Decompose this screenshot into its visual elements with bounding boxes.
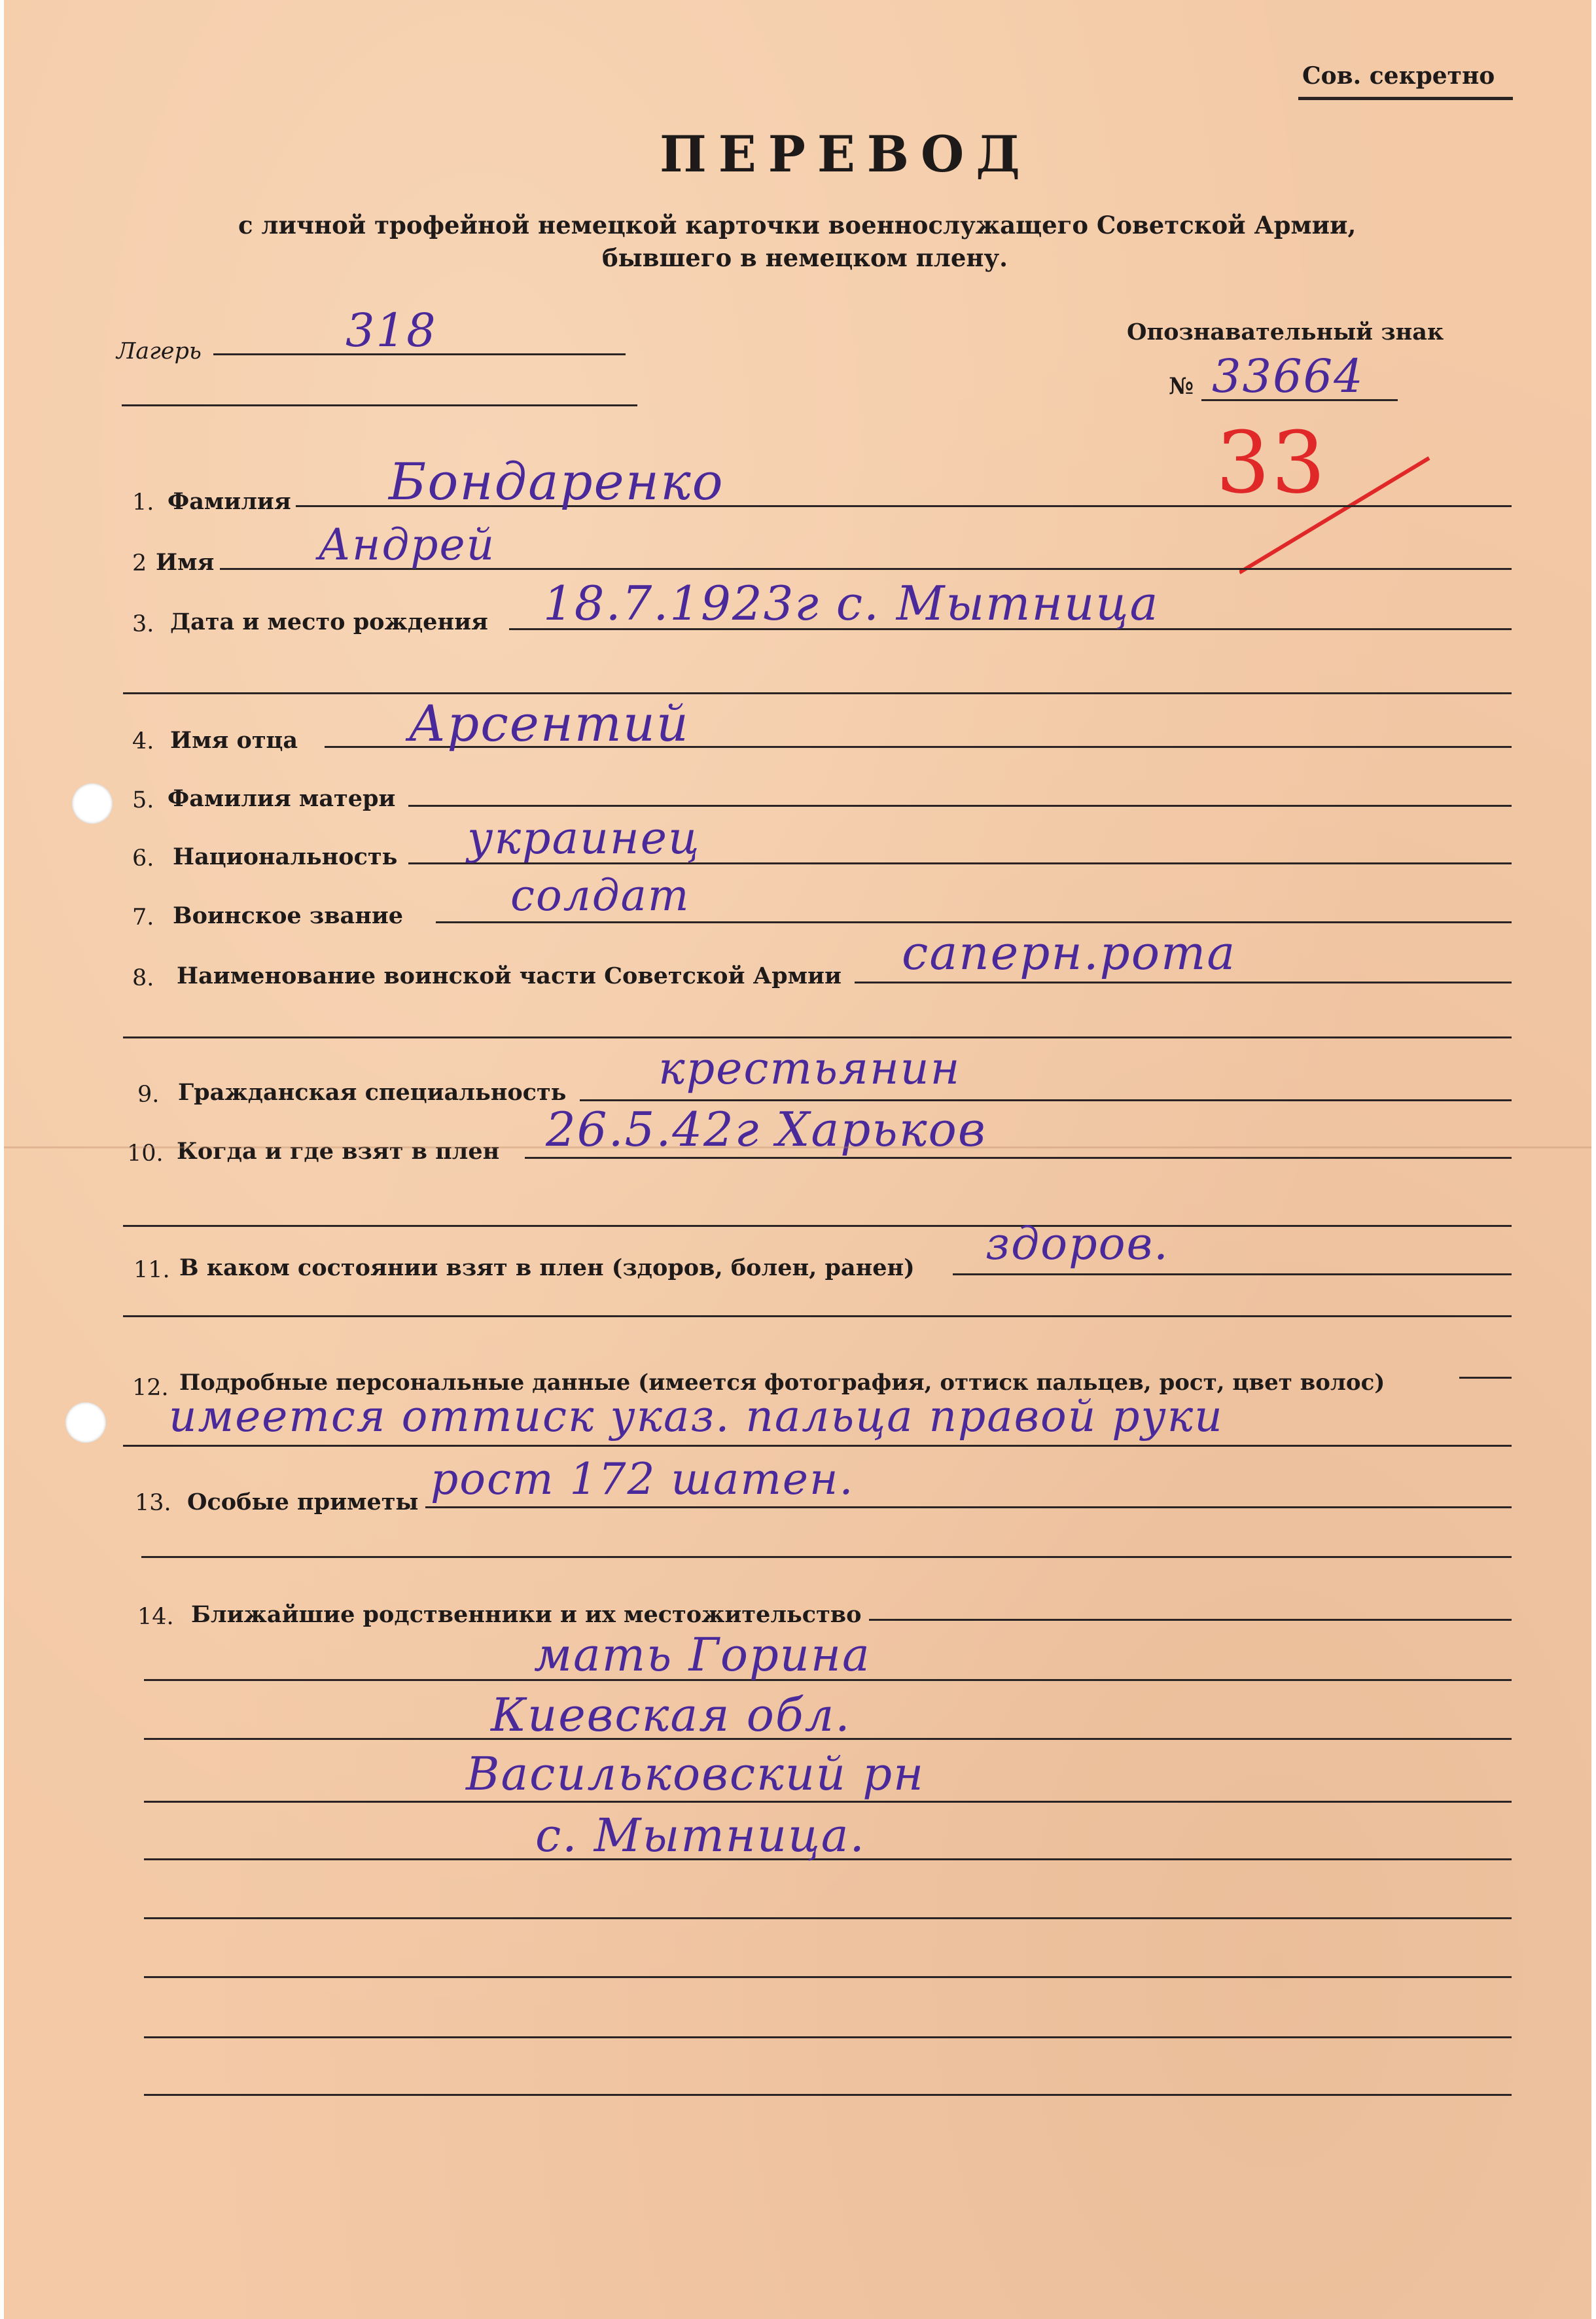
tag-label: Опознавательный знак	[1127, 319, 1444, 345]
field-14-line-9	[144, 2094, 1512, 2096]
field-12-line	[1459, 1377, 1512, 1379]
red-slash-mark	[1239, 451, 1436, 576]
field-7-value: солдат	[510, 870, 690, 921]
field-14-line-8	[144, 2036, 1512, 2038]
classification-stamp: Сов. секретно	[1302, 62, 1495, 90]
field-13-label: Особые приметы	[187, 1489, 419, 1515]
punch-hole-bottom	[65, 1402, 106, 1443]
field-3-value: 18.7.1923г с. Мытница	[543, 576, 1160, 631]
field-14-number: 14.	[137, 1604, 174, 1630]
camp-value: 318	[346, 304, 437, 357]
field-2-value: Андрей	[318, 520, 496, 570]
field-10-line	[525, 1157, 1512, 1159]
field-14-line-4	[144, 1801, 1512, 1803]
field-4-number: 4.	[132, 728, 154, 754]
field-14-value-line-4: с. Мытница.	[535, 1809, 866, 1862]
field-9-value: крестьянин	[658, 1043, 961, 1095]
field-14-line	[869, 1619, 1512, 1621]
field-2-label: Имя	[156, 549, 215, 576]
field-9-line	[580, 1099, 1512, 1101]
field-3-line-2	[123, 692, 1512, 694]
field-14-line-6	[144, 1917, 1512, 1919]
field-14-value-line-1: мать Горина	[534, 1628, 871, 1682]
field-14-line-7	[144, 1976, 1512, 1978]
tag-number-value: 33664	[1212, 349, 1364, 403]
red-annotation: 33	[1216, 413, 1327, 512]
field-13-line	[425, 1506, 1512, 1508]
field-11-value: здоров.	[985, 1218, 1169, 1270]
field-4-value: Арсентий	[408, 694, 690, 752]
tag-number-prefix: №	[1169, 373, 1194, 400]
field-6-number: 6.	[132, 845, 154, 872]
document-subtitle-line2: бывшего в немецком плену.	[602, 243, 1008, 272]
field-11-line-2	[123, 1315, 1512, 1317]
field-5-number: 5.	[132, 787, 154, 813]
field-1-value: Бондаренко	[389, 453, 724, 512]
classification-underline	[1298, 97, 1513, 100]
field-8-line	[855, 982, 1512, 983]
field-7-line	[436, 921, 1512, 923]
field-12-number: 12.	[132, 1375, 169, 1401]
document-title: ПЕРЕВОД	[660, 125, 1032, 183]
field-9-number: 9.	[137, 1082, 160, 1108]
field-10-line-2	[123, 1225, 1512, 1227]
field-10-label: Когда и где взят в плен	[177, 1138, 500, 1165]
field-10-value: 26.5.42г Харьков	[546, 1102, 987, 1157]
field-11-line	[953, 1273, 1512, 1275]
field-7-label: Воинское звание	[173, 902, 404, 929]
field-1-number: 1.	[132, 489, 154, 516]
field-6-value: украинец	[467, 813, 701, 864]
field-12-line-2	[123, 1445, 1512, 1447]
field-1-label: Фамилия	[168, 488, 291, 515]
field-5-label: Фамилия матери	[168, 785, 396, 812]
field-3-number: 3.	[132, 611, 154, 637]
field-13-value: рост 172 шатен.	[431, 1454, 855, 1504]
camp-line-2	[122, 404, 637, 406]
field-2-number: 2	[132, 550, 147, 576]
field-4-label: Имя отца	[170, 727, 298, 754]
field-11-number: 11.	[133, 1257, 170, 1283]
field-3-label: Дата и место рождения	[170, 609, 488, 635]
field-14-label: Ближайшие родственники и их местожительство	[191, 1601, 862, 1628]
field-6-label: Национальность	[173, 843, 398, 870]
punch-hole-top	[72, 783, 113, 824]
field-8-number: 8.	[132, 965, 154, 991]
field-13-line-2	[141, 1556, 1512, 1558]
field-14-value-line-3: Васильковский рн	[466, 1747, 925, 1801]
field-12-label: Подробные персональные данные (имеется фотография, оттиск пальцев, рост, цвет волос)	[179, 1370, 1385, 1396]
field-8-label: Наименование воинской части Советской Армии	[177, 963, 842, 989]
field-13-number: 13.	[135, 1490, 171, 1516]
field-8-line-2	[123, 1036, 1512, 1038]
field-12-value: имеется оттиск указ. пальца правой руки	[169, 1391, 1224, 1442]
field-8-value: саперн.рота	[902, 925, 1237, 980]
field-9-label: Гражданская специальность	[178, 1079, 567, 1106]
document-subtitle-line1: с личной трофейной немецкой карточки военнослужащего Советской Армии,	[238, 211, 1357, 239]
field-14-value-line-2: Киевская обл.	[491, 1688, 851, 1742]
camp-label: Лагерь	[116, 338, 202, 364]
field-11-label: В каком состоянии взят в плен (здоров, болен, ранен)	[179, 1254, 915, 1281]
field-10-number: 10.	[127, 1141, 164, 1167]
field-7-number: 7.	[132, 904, 154, 930]
document-page	[4, 0, 1591, 2319]
field-5-line	[408, 805, 1512, 807]
